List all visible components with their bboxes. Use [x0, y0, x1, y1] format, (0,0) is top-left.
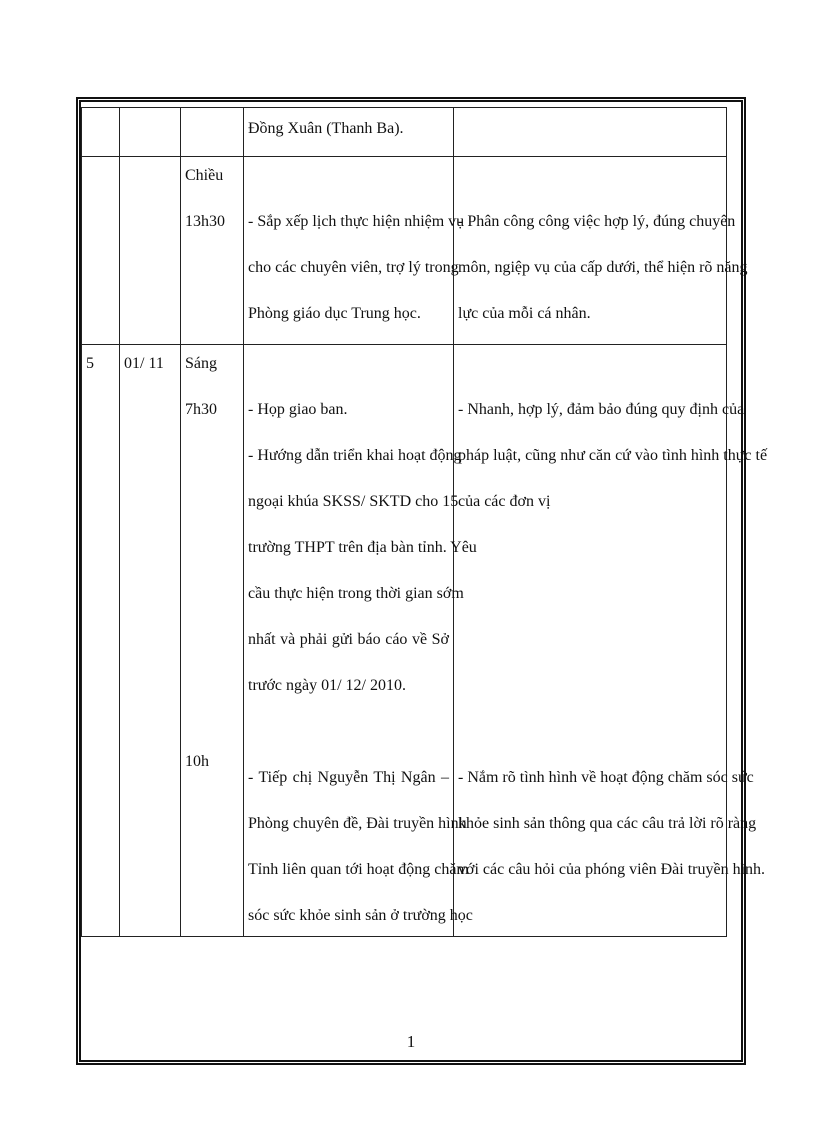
- cell-time: [181, 157, 244, 345]
- cell-index: [82, 157, 120, 345]
- time-line: 7h30: [185, 401, 217, 418]
- task-line: trường THPT trên địa bàn tỉnh. Yêu: [248, 539, 477, 556]
- time-line: 10h: [185, 753, 209, 770]
- cell-index: [82, 108, 120, 157]
- cell-index: [82, 345, 120, 937]
- time-line: Sáng: [185, 355, 217, 372]
- task-line: nhất và phải gửi báo cáo về Sở: [248, 631, 449, 648]
- date-value: 01/ 11: [124, 355, 164, 372]
- task-line: sóc sức khỏe sinh sản ở trường học: [248, 907, 473, 924]
- cell-task: [244, 157, 465, 345]
- requirement-line: khỏe sinh sản thông qua các câu trả lời rõ ràng: [458, 815, 757, 832]
- cell-date: [120, 108, 181, 157]
- task-line: - Tiếp chị Nguyễn Thị Ngân –: [248, 769, 449, 786]
- task-line: - Họp giao ban.: [248, 401, 348, 418]
- cell-task: [244, 345, 477, 937]
- requirement-line: - Nhanh, hợp lý, đảm bảo đúng quy định của: [458, 401, 745, 418]
- cell-requirement: [454, 345, 768, 937]
- task-line: Phòng chuyên đề, Đài truyền hình: [248, 815, 467, 832]
- table-row: [82, 108, 727, 157]
- schedule-table: [81, 107, 768, 937]
- requirement-line: môn, ngiệp vụ của cấp dưới, thể hiện rõ năng: [458, 259, 748, 276]
- requirement-line: lực của mỗi cá nhân.: [458, 305, 591, 322]
- time-line: Chiều: [185, 167, 224, 184]
- cell-requirement: [454, 157, 748, 345]
- cell-date: [120, 157, 181, 345]
- task-line: cầu thực hiện trong thời gian sớm: [248, 585, 464, 602]
- index-number: 5: [86, 355, 94, 372]
- page-number: 1: [406, 1032, 416, 1051]
- requirement-line: của các đơn vị: [458, 493, 551, 510]
- task-line: Tỉnh liên quan tới hoạt động chăm: [248, 861, 469, 878]
- requirement-line: với các câu hỏi của phóng viên Đài truyền hình.: [458, 861, 766, 878]
- requirement-line: - Phân công công việc hợp lý, đúng chuyên: [458, 213, 736, 230]
- task-line: - Sắp xếp lịch thực hiện nhiệm vụ: [248, 213, 465, 230]
- cell-date: [120, 345, 181, 937]
- task-line: Phòng giáo dục Trung học.: [248, 305, 421, 322]
- task-line: cho các chuyên viên, trợ lý trong: [248, 259, 459, 276]
- page-frame: [76, 97, 768, 1065]
- task-line: Đồng Xuân (Thanh Ba).: [248, 120, 404, 137]
- cell-task: [244, 108, 454, 157]
- requirement-line: pháp luật, cũng như căn cứ vào tình hình thực tế: [458, 447, 768, 464]
- task-line: - Hướng dẫn triển khai hoạt động: [248, 447, 462, 464]
- task-line: trước ngày 01/ 12/ 2010.: [248, 677, 406, 694]
- cell-time: [181, 345, 244, 937]
- cell-time: [181, 108, 244, 157]
- requirement-line: - Nắm rõ tình hình về hoạt động chăm sóc sức: [458, 769, 754, 786]
- cell-requirement: [454, 108, 727, 157]
- table-row: [82, 157, 727, 345]
- task-line: ngoại khúa SKSS/ SKTD cho 15: [248, 493, 459, 510]
- time-line: 13h30: [185, 213, 225, 230]
- table-row: [82, 345, 727, 937]
